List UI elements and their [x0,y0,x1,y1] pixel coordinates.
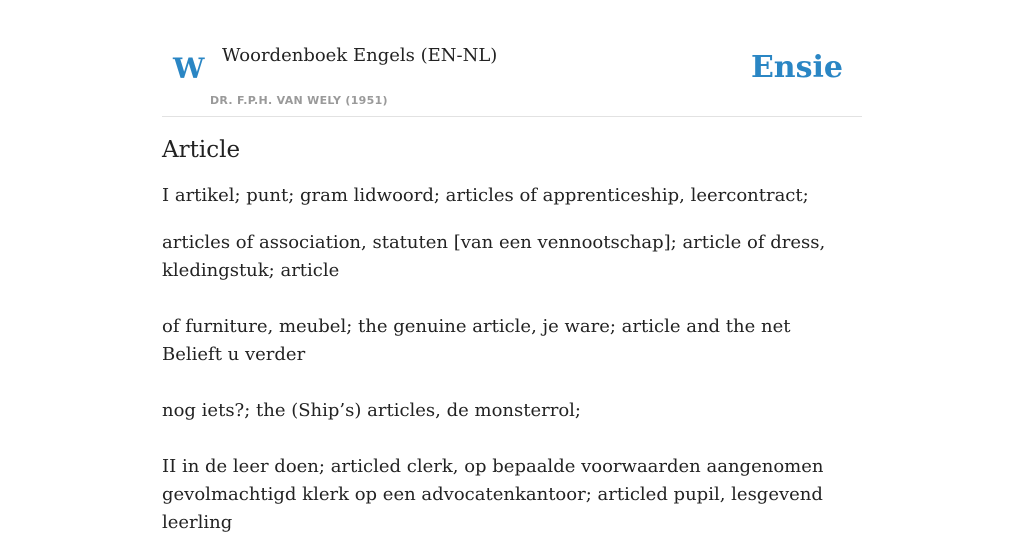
dictionary-title[interactable]: Woordenboek Engels (EN-NL) [222,45,498,66]
entry-paragraph: II in de leer doen; articled clerk, op bepaalde voorwaarden aangenomen gevolmachtigd klerk op een advocatenkantoor; articled pupil, lesgevend leerling [162,455,824,533]
entry-paragraph: of furniture, meubel; the genuine article, je ware; article and the net Belieft u verder [162,315,791,365]
entry-title: Article [162,137,241,163]
dictionary-header [162,0,862,117]
entry-paragraph: I artikel; punt; gram lidwoord; articles of apprenticeship, leercontract; [162,184,809,206]
dictionary-logo[interactable]: W [173,52,205,85]
dictionary-author: DR. F.P.H. VAN WELY (1951) [210,94,388,107]
entry-content [162,136,852,556]
entry-paragraph: nog iets?; the (Ship’s) articles, de monsterrol; [162,399,582,421]
entry-paragraph: articles of association, statuten [van een vennootschap]; article of dress, kledingstuk; article [162,231,826,281]
brand-logo[interactable]: Ensie [750,50,843,85]
